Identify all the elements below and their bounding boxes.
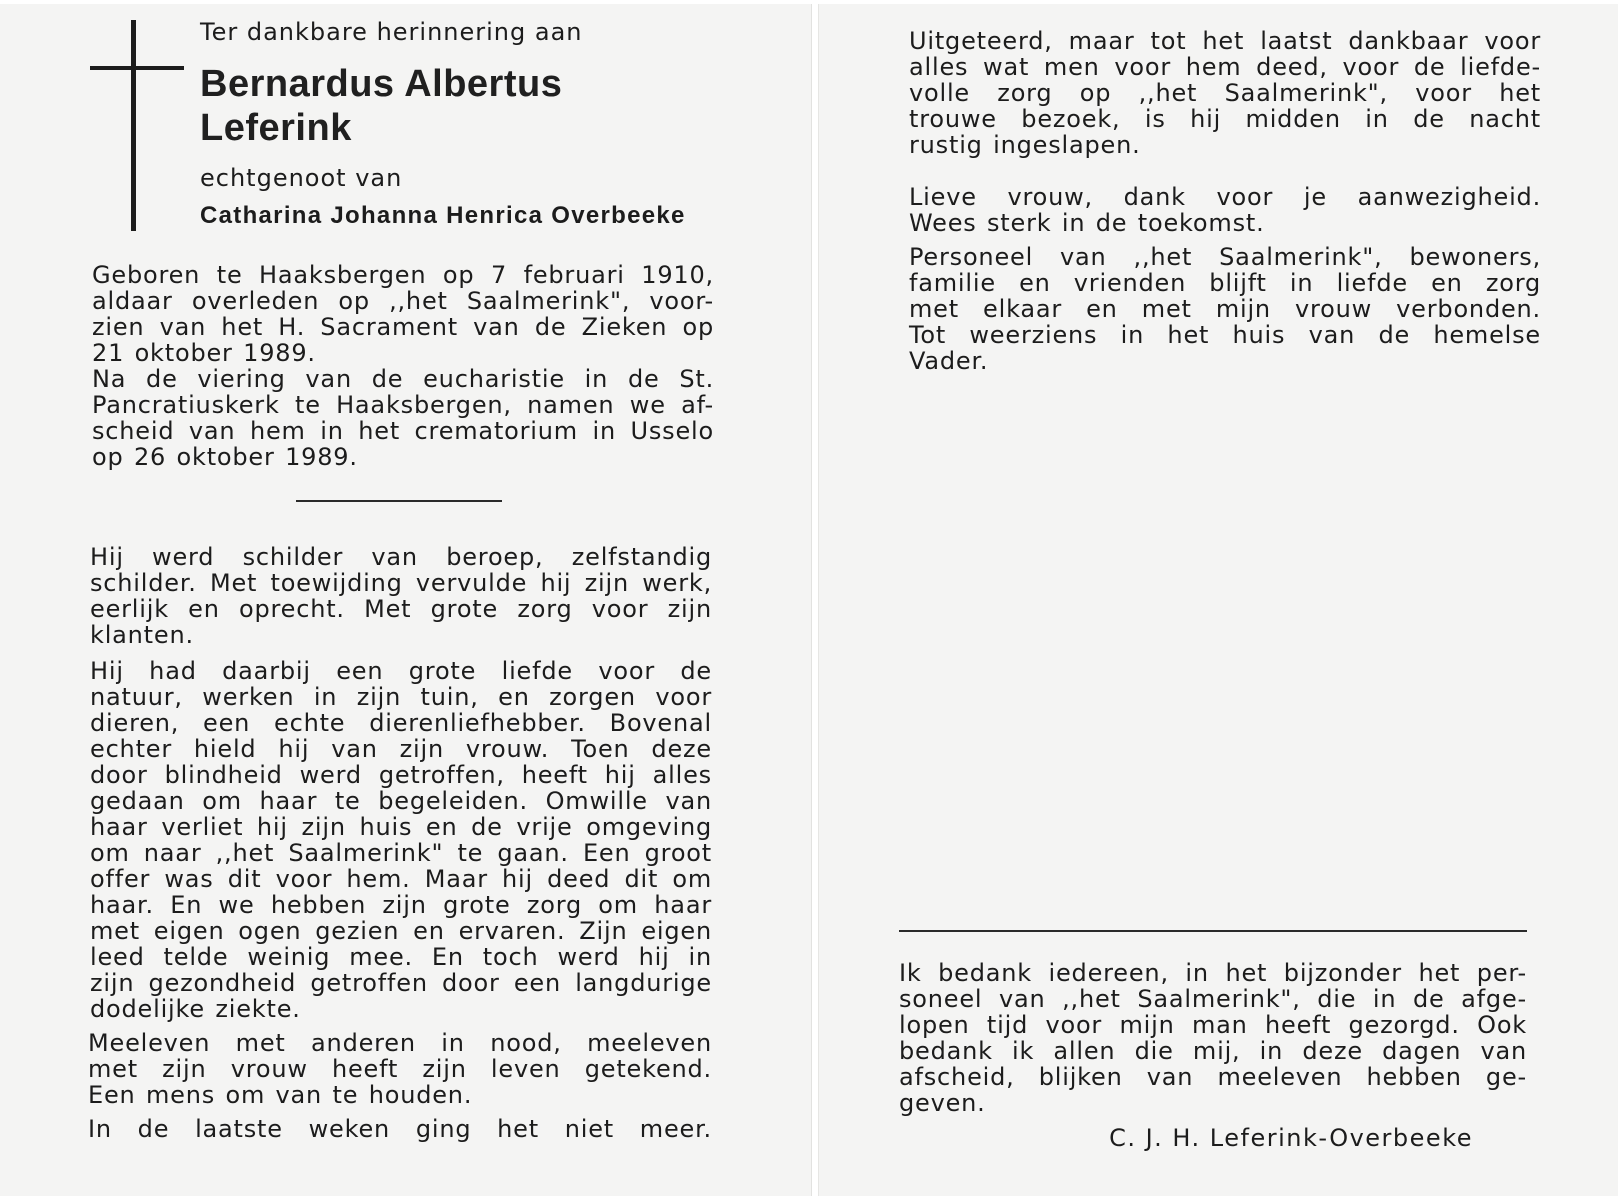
wife-paragraph [909, 184, 1541, 236]
text-line: gedaan om haar te begeleiden. Omwille van [90, 787, 712, 815]
left-page [0, 4, 812, 1196]
text-line: alles wat men voor hem deed, voor de liefde- [909, 53, 1541, 81]
text-line: Ik bedank iedereen, in het bijzonder het per- [899, 959, 1527, 987]
text-line: Pancratiuskerk te Haaksbergen, namen we af- [92, 391, 714, 419]
text-line: offer was dit voor hem. Maar hij deed dit om [90, 865, 712, 893]
text-line: familie en vrienden blijft in liefde en zorg [909, 269, 1541, 297]
text-line: aldaar overleden op ,,het Saalmerink", voor- [92, 287, 714, 315]
text-line: Een mens om van te houden. [88, 1081, 473, 1109]
text-line: met zijn vrouw heeft zijn leven getekend. [88, 1055, 712, 1083]
intro-text: Ter dankbare herinnering aan [200, 18, 583, 46]
text-line: In de laatste weken ging het niet meer. [88, 1115, 712, 1143]
divider-line [296, 500, 502, 502]
text-line: klanten. [90, 621, 194, 649]
text-line: echter hield hij van zijn vrouw. Toen deze [90, 735, 712, 763]
text-line: door blindheid werd getroffen, heeft hij alles [90, 761, 712, 789]
text-line: dodelijke ziekte. [90, 995, 301, 1023]
text-line: op 26 oktober 1989. [92, 443, 358, 471]
compassion-paragraph [88, 1030, 712, 1108]
text-line: Hij werd schilder van beroep, zelfstandig [90, 543, 712, 571]
text-line: Na de viering van de eucharistie in de St. [92, 365, 714, 393]
text-line: soneel van ,,het Saalmerink", die in de afge- [899, 985, 1527, 1013]
text-line: leed telde weinig mee. En toch werd hij in [90, 943, 712, 971]
text-line: Vader. [909, 347, 989, 375]
deceased-name-line: Leferink [200, 107, 352, 149]
text-line: haar verliet hij zijn huis en de vrije omgeving [90, 813, 712, 841]
text-line: Wees sterk in de toekomst. [909, 209, 1265, 237]
text-line: Uitgeteerd, maar tot het laatst dankbaar voor [909, 27, 1541, 55]
text-line: Meeleven met anderen in nood, meeleven [88, 1029, 712, 1057]
cross-icon-bar [90, 66, 184, 70]
text-line: Tot weerziens in het huis van de hemelse [909, 321, 1541, 349]
nature-paragraph [90, 658, 712, 1022]
text-line: haar. En we hebben zijn grote zorg om haar [90, 891, 712, 919]
cross-icon [131, 20, 136, 231]
text-line: natuur, werken in zijn tuin, en zorgen voor [90, 683, 712, 711]
text-line: trouwe bezoek, is hij midden in de nacht [909, 105, 1541, 133]
text-line: bedank ik allen die mij, in deze dagen van [899, 1037, 1527, 1065]
text-line: rustig ingeslapen. [909, 131, 1141, 159]
right-page [818, 4, 1618, 1196]
text-line: om naar ,,het Saalmerink" te gaan. Een groot [90, 839, 712, 867]
career-paragraph [90, 544, 712, 648]
text-line: met eigen ogen gezien en ervaren. Zijn eigen [90, 917, 712, 945]
text-line: Personeel van ,,het Saalmerink", bewoners, [909, 243, 1541, 271]
exhausted-paragraph [909, 28, 1541, 158]
birth-paragraph [92, 262, 714, 470]
spouse-name: Catharina Johanna Henrica Overbeeke [200, 202, 686, 229]
last-weeks-paragraph [88, 1116, 712, 1142]
text-line: met elkaar en met mijn vrouw verbonden. [909, 295, 1541, 323]
text-line: Lieve vrouw, dank voor je aanwezigheid. [909, 183, 1541, 211]
text-line: dieren, een echte dierenliefhebber. Bovenal [90, 709, 712, 737]
thanks-paragraph [899, 960, 1527, 1116]
deceased-name-line: Bernardus Albertus [200, 63, 563, 105]
spouse-label: echtgenoot van [200, 164, 403, 192]
text-line: Hij had daarbij een grote liefde voor de [90, 657, 712, 685]
deceased-name [200, 62, 562, 150]
text-line: geven. [899, 1089, 986, 1117]
text-line: 21 oktober 1989. [92, 339, 316, 367]
divider-line [899, 930, 1527, 932]
text-line: schilder. Met toewijding vervulde hij zijn werk, [90, 569, 712, 597]
text-line: zien van het H. Sacrament van de Zieken op [92, 313, 714, 341]
signature: C. J. H. Leferink-Overbeeke [1109, 1124, 1473, 1152]
text-line: scheid van hem in het crematorium in Usselo [92, 417, 714, 445]
text-line: zijn gezondheid getroffen door een langdurige [90, 969, 712, 997]
text-line: afscheid, blijken van meeleven hebben ge- [899, 1063, 1527, 1091]
text-line: volle zorg op ,,het Saalmerink", voor het [909, 79, 1541, 107]
text-line: lopen tijd voor mijn man heeft gezorgd. Ook [899, 1011, 1527, 1039]
text-line: eerlijk en oprecht. Met grote zorg voor zijn [90, 595, 712, 623]
staff-paragraph [909, 244, 1541, 374]
text-line: Geboren te Haaksbergen op 7 februari 1910, [92, 261, 714, 289]
